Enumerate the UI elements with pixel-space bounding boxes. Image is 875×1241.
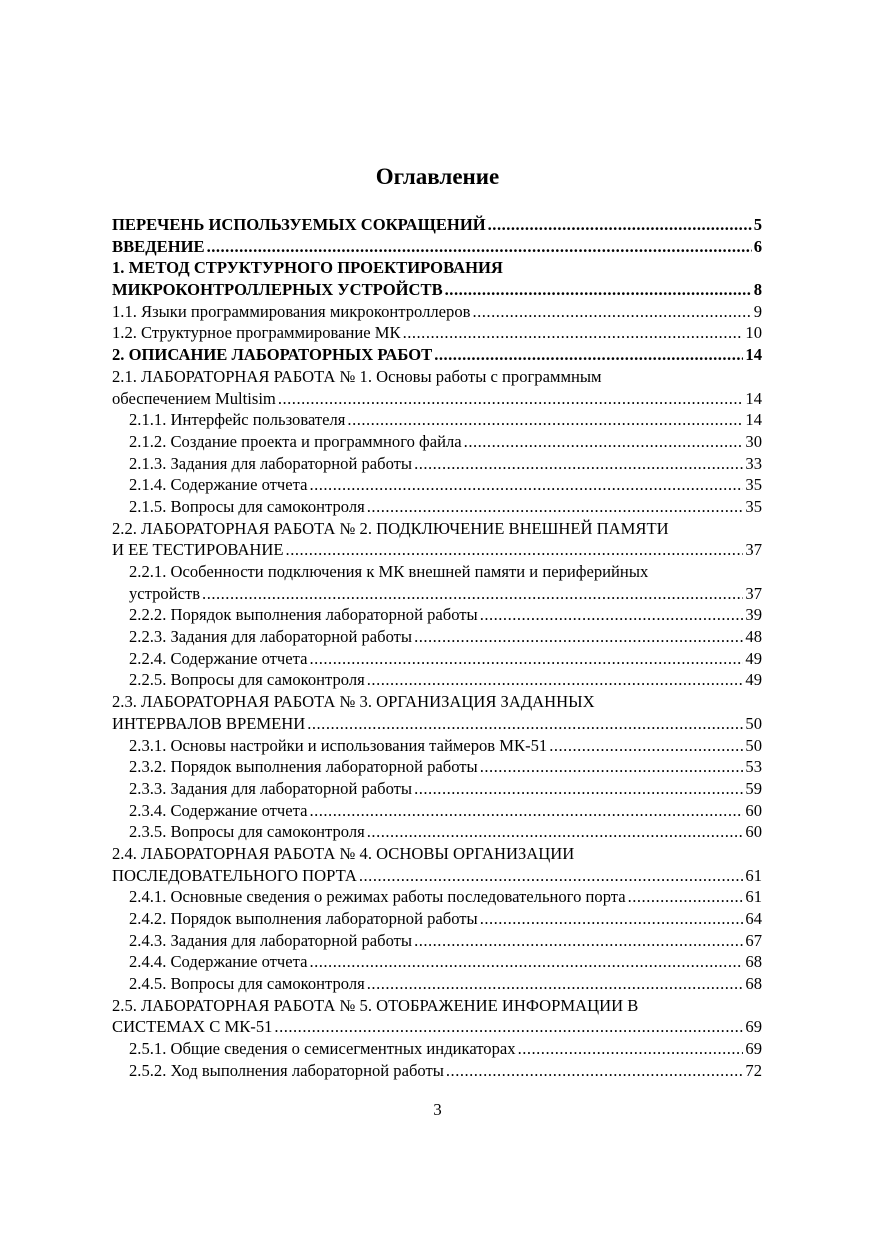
- toc-entry[interactable]: 2.2.3. Задания для лабораторной работы ..... 48: [112, 626, 762, 648]
- toc-entry[interactable]: 2.5.1. Общие сведения о семисегментных индикаторах ..... 69: [112, 1038, 762, 1060]
- toc-page-number: 68: [745, 974, 762, 994]
- toc-page-number: 68: [745, 952, 762, 972]
- toc-page-number: 50: [745, 735, 762, 755]
- toc-entry[interactable]: И ЕЕ ТЕСТИРОВАНИЕ ..... 37: [112, 539, 762, 561]
- toc-entry[interactable]: 2.2.2. Порядок выполнения лабораторной работы ..... 39: [112, 604, 762, 626]
- toc-page-number: 35: [745, 496, 762, 516]
- toc-page-number: 60: [745, 800, 762, 820]
- toc-entry[interactable]: 2.1.1. Интерфейс пользователя ..... 14: [112, 409, 762, 431]
- toc-entry[interactable]: устройств ..... 37: [112, 583, 762, 605]
- toc-page-number: 10: [745, 323, 762, 343]
- toc-entry-line: 1. МЕТОД СТРУКТУРНОГО ПРОЕКТИРОВАНИЯ: [112, 258, 503, 278]
- table-of-contents: [112, 214, 762, 1082]
- toc-entry[interactable]: 2.3.2. Порядок выполнения лабораторной работы ..... 53: [112, 756, 762, 778]
- toc-entry[interactable]: 2.1.3. Задания для лабораторной работы ..... 33: [112, 453, 762, 475]
- toc-entry[interactable]: ИНТЕРВАЛОВ ВРЕМЕНИ ..... 50: [112, 713, 762, 735]
- toc-entry[interactable]: ПОСЛЕДОВАТЕЛЬНОГО ПОРТА ..... 61: [112, 865, 762, 887]
- toc-entry[interactable]: 2.3.5. Вопросы для самоконтроля ..... 60: [112, 821, 762, 843]
- toc-page-number: 59: [745, 778, 762, 798]
- toc-page-number: 61: [745, 865, 762, 885]
- toc-page-number: 30: [745, 431, 762, 451]
- toc-entry[interactable]: 2.2.5. Вопросы для самоконтроля ..... 49: [112, 669, 762, 691]
- toc-entry[interactable]: СИСТЕМАХ С МК-51 ..... 69: [112, 1016, 762, 1038]
- toc-entry[interactable]: 1.2. Структурное программирование МК ..... 10: [112, 322, 762, 344]
- toc-page-number: 49: [745, 670, 762, 690]
- toc-entry-line: 2.2.1. Особенности подключения к МК внешней памяти и периферийных: [129, 562, 649, 581]
- toc-page-number: 14: [745, 345, 762, 365]
- toc-entry[interactable]: 2.3.3. Задания для лабораторной работы ..... 59: [112, 778, 762, 800]
- toc-entry[interactable]: 2.4.1. Основные сведения о режимах работы последовательного порта ..... 61: [112, 886, 762, 908]
- toc-entry[interactable]: 1.1. Языки программирования микроконтроллеров ..... 9: [112, 301, 762, 323]
- toc-page-number: 8: [753, 280, 762, 300]
- toc-page-number: 50: [745, 713, 762, 733]
- toc-entry-line: 2.5. ЛАБОРАТОРНАЯ РАБОТА № 5. ОТОБРАЖЕНИЕ ИНФОРМАЦИИ В: [112, 995, 639, 1015]
- toc-entry[interactable]: 2.5.2. Ход выполнения лабораторной работы ..... 72: [112, 1060, 762, 1082]
- toc-entry[interactable]: 2.3.1. Основы настройки и использования таймеров МК-51 ..... 50: [112, 735, 762, 757]
- toc-entry[interactable]: 2.1.2. Создание проекта и программного файла ..... 30: [112, 431, 762, 453]
- toc-entry[interactable]: ПЕРЕЧЕНЬ ИСПОЛЬЗУЕМЫХ СОКРАЩЕНИЙ ..... 5: [112, 214, 762, 236]
- toc-page-number: 48: [745, 627, 762, 647]
- toc-entry[interactable]: 2.4.5. Вопросы для самоконтроля ..... 68: [112, 973, 762, 995]
- toc-entry[interactable]: 2.1.4. Содержание отчета ..... 35: [112, 474, 762, 496]
- toc-page-number: 14: [745, 388, 762, 408]
- toc-entry[interactable]: 2.1.5. Вопросы для самоконтроля ..... 35: [112, 496, 762, 518]
- toc-page-number: 60: [745, 822, 762, 842]
- toc-page-number: 72: [745, 1060, 762, 1080]
- toc-entry-line: 2.3. ЛАБОРАТОРНАЯ РАБОТА № 3. ОРГАНИЗАЦИЯ ЗАДАННЫХ: [112, 692, 595, 712]
- toc-page-number: 33: [745, 453, 762, 473]
- page-number: 3: [433, 1100, 442, 1119]
- page-title: Оглавление: [375, 164, 500, 189]
- toc-page-number: 64: [745, 909, 762, 928]
- toc-page-number: 69: [745, 1017, 762, 1037]
- toc-page-number: 37: [745, 540, 762, 560]
- toc-entry[interactable]: ВВЕДЕНИЕ ..... 6: [112, 236, 762, 258]
- toc-page-number: 6: [753, 236, 762, 256]
- toc-entry[interactable]: 2.4.2. Порядок выполнения лабораторной работы ..... 64: [112, 908, 762, 930]
- toc-page-number: 14: [745, 410, 762, 430]
- toc-entry-line: 2.2. ЛАБОРАТОРНАЯ РАБОТА № 2. ПОДКЛЮЧЕНИЕ ВНЕШНЕЙ ПАМЯТИ: [112, 518, 669, 538]
- toc-page-number: 37: [745, 583, 762, 603]
- toc-page-number: 69: [745, 1039, 762, 1059]
- toc-page-number: 5: [753, 215, 762, 234]
- toc-page-number: 61: [745, 887, 762, 907]
- toc-entry[interactable]: 2.4.4. Содержание отчета ..... 68: [112, 951, 762, 973]
- toc-page-number: 49: [745, 648, 762, 668]
- toc-entry[interactable]: 2.3.4. Содержание отчета ..... 60: [112, 800, 762, 822]
- toc-page-number: 9: [753, 301, 762, 321]
- toc-page-number: 67: [745, 930, 762, 950]
- toc-page-number: 39: [745, 605, 762, 625]
- toc-entry-line: 2.4. ЛАБОРАТОРНАЯ РАБОТА № 4. ОСНОВЫ ОРГАНИЗАЦИИ: [112, 843, 575, 863]
- toc-entry-line: 2.1. ЛАБОРАТОРНАЯ РАБОТА № 1. Основы работы с программным: [112, 366, 602, 386]
- toc-entry[interactable]: 2.4.3. Задания для лабораторной работы ..... 67: [112, 930, 762, 952]
- toc-entry[interactable]: обеспечением Multisim ..... 14: [112, 388, 762, 410]
- toc-entry[interactable]: 2. ОПИСАНИЕ ЛАБОРАТОРНЫХ РАБОТ ..... 14: [112, 344, 762, 366]
- toc-page-number: 35: [745, 475, 762, 495]
- toc-entry[interactable]: 2.2.4. Содержание отчета ..... 49: [112, 648, 762, 670]
- toc-page-number: 53: [745, 757, 762, 777]
- toc-entry[interactable]: МИКРОКОНТРОЛЛЕРНЫХ УСТРОЙСТВ ..... 8: [112, 279, 762, 301]
